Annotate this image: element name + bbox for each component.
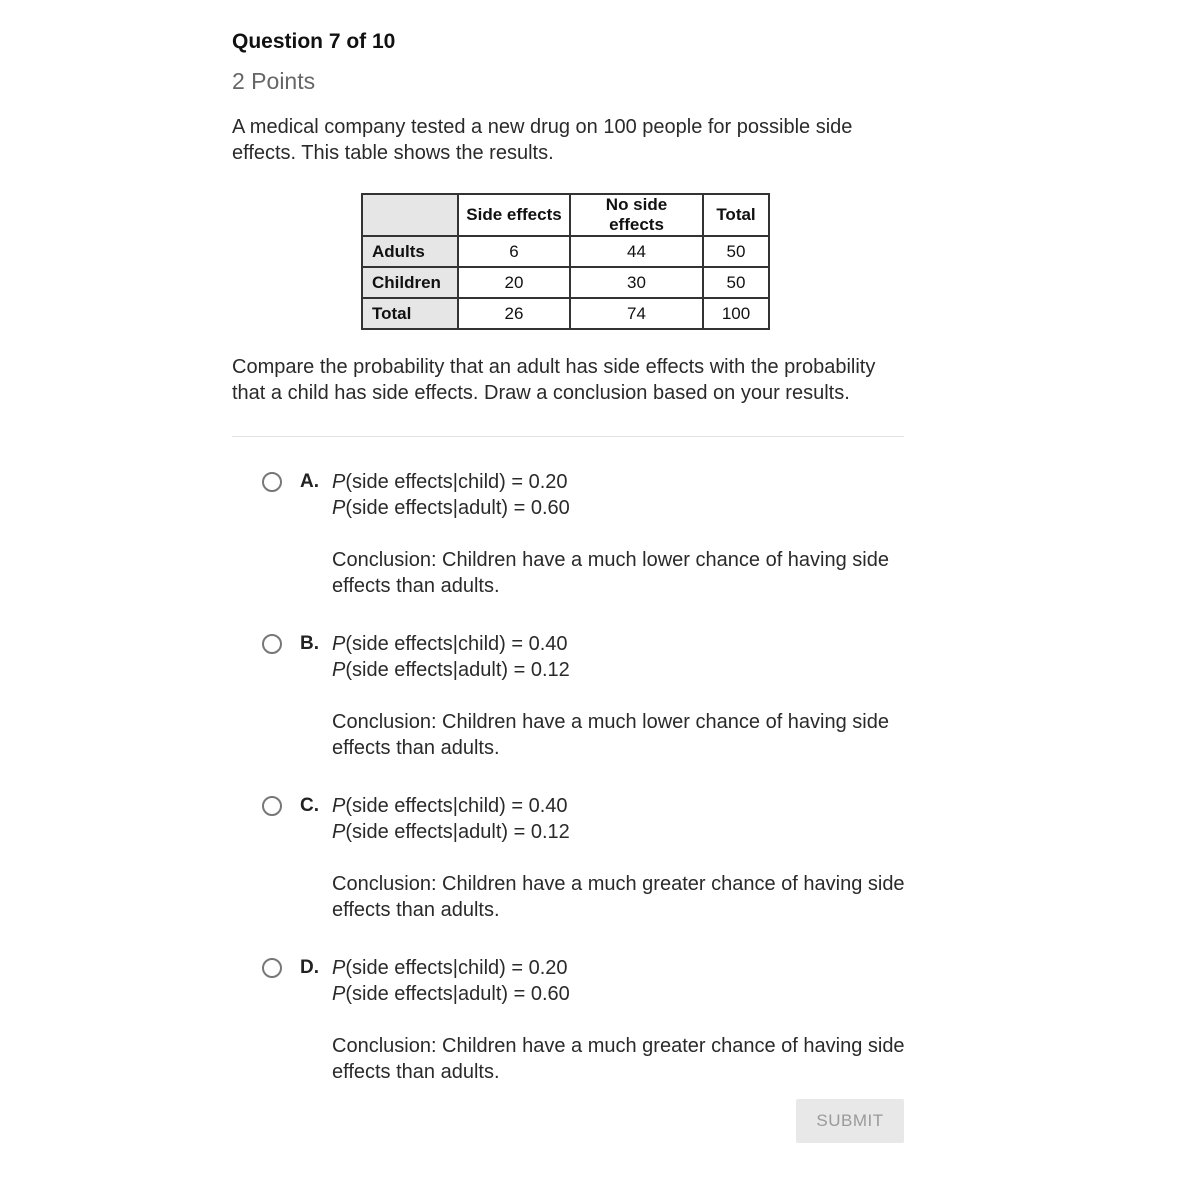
table-row bbox=[362, 267, 769, 298]
question-panel bbox=[232, 28, 904, 1117]
probability-text: (side effects|child) = 0.20 bbox=[345, 471, 568, 493]
option-body bbox=[332, 793, 904, 923]
question-title: Question 7 of 10 bbox=[232, 30, 396, 53]
probability-text: (side effects|adult) = 0.60 bbox=[345, 497, 570, 519]
question-prompt: Compare the probability that an adult has side effects with the probability that a child has side effects. Draw a conclusion based on your results. bbox=[232, 356, 876, 404]
table-header-row bbox=[362, 194, 769, 236]
answer-option-d[interactable] bbox=[232, 955, 904, 1085]
probability-symbol: P bbox=[332, 659, 346, 681]
table-row-header: Adults bbox=[362, 236, 458, 267]
table-cell: 30 bbox=[570, 267, 703, 298]
table-header-cell: Total bbox=[703, 194, 769, 236]
table-cell: 100 bbox=[703, 298, 769, 329]
probability-text: (side effects|child) = 0.40 bbox=[345, 795, 568, 817]
probability-text: (side effects|child) = 0.20 bbox=[345, 957, 568, 979]
probability-line bbox=[332, 793, 904, 819]
radio-button-c[interactable] bbox=[262, 796, 282, 816]
table-header-cell: Side effects bbox=[458, 194, 570, 236]
probability-line bbox=[332, 657, 904, 683]
option-letter: C. bbox=[300, 795, 319, 816]
probability-text: (side effects|adult) = 0.12 bbox=[345, 659, 570, 681]
probability-line bbox=[332, 981, 904, 1007]
radio-button-d[interactable] bbox=[262, 958, 282, 978]
option-letter: B. bbox=[300, 633, 319, 654]
probability-symbol: P bbox=[332, 471, 346, 493]
table-cell: 6 bbox=[458, 236, 570, 267]
table-cell: 74 bbox=[570, 298, 703, 329]
option-letter: A. bbox=[300, 471, 319, 492]
probability-text: (side effects|child) = 0.40 bbox=[345, 633, 568, 655]
radio-button-b[interactable] bbox=[262, 634, 282, 654]
answer-option-c[interactable] bbox=[232, 793, 904, 923]
probability-symbol: P bbox=[332, 821, 346, 843]
probability-text: (side effects|adult) = 0.60 bbox=[345, 983, 570, 1005]
probability-symbol: P bbox=[332, 957, 346, 979]
option-conclusion: Conclusion: Children have a much lower chance of having side effects than adults. bbox=[332, 549, 889, 597]
option-body bbox=[332, 631, 904, 761]
answer-option-a[interactable] bbox=[232, 469, 904, 599]
option-body bbox=[332, 469, 904, 599]
probability-symbol: P bbox=[332, 497, 346, 519]
table-row bbox=[362, 236, 769, 267]
option-conclusion: Conclusion: Children have a much lower chance of having side effects than adults. bbox=[332, 711, 889, 759]
option-body bbox=[332, 955, 904, 1085]
table-header-cell bbox=[362, 194, 458, 236]
option-conclusion: Conclusion: Children have a much greater chance of having side effects than adults. bbox=[332, 873, 905, 921]
radio-button-a[interactable] bbox=[262, 472, 282, 492]
probability-line bbox=[332, 631, 904, 657]
table-cell: 26 bbox=[458, 298, 570, 329]
table-row bbox=[362, 298, 769, 329]
probability-symbol: P bbox=[332, 983, 346, 1005]
table-cell: 44 bbox=[570, 236, 703, 267]
table-header-cell: No side effects bbox=[570, 194, 703, 236]
option-conclusion: Conclusion: Children have a much greater chance of having side effects than adults. bbox=[332, 1035, 905, 1083]
probability-line bbox=[332, 819, 904, 845]
table-row-header: Children bbox=[362, 267, 458, 298]
probability-line bbox=[332, 495, 904, 521]
answer-options bbox=[232, 469, 904, 1085]
question-points: 2 Points bbox=[232, 68, 316, 94]
answer-option-b[interactable] bbox=[232, 631, 904, 761]
probability-line bbox=[332, 469, 904, 495]
probability-text: (side effects|adult) = 0.12 bbox=[345, 821, 570, 843]
table-row-header: Total bbox=[362, 298, 458, 329]
probability-line bbox=[332, 955, 904, 981]
divider bbox=[232, 436, 904, 437]
question-intro: A medical company tested a new drug on 100 people for possible side effects. This table shows the results. bbox=[232, 116, 853, 164]
table-cell: 50 bbox=[703, 267, 769, 298]
submit-button[interactable]: SUBMIT bbox=[796, 1099, 904, 1143]
table-cell: 50 bbox=[703, 236, 769, 267]
option-letter: D. bbox=[300, 957, 319, 978]
results-table bbox=[361, 193, 770, 330]
probability-symbol: P bbox=[332, 633, 346, 655]
results-table-container bbox=[361, 193, 904, 330]
probability-symbol: P bbox=[332, 795, 346, 817]
table-cell: 20 bbox=[458, 267, 570, 298]
